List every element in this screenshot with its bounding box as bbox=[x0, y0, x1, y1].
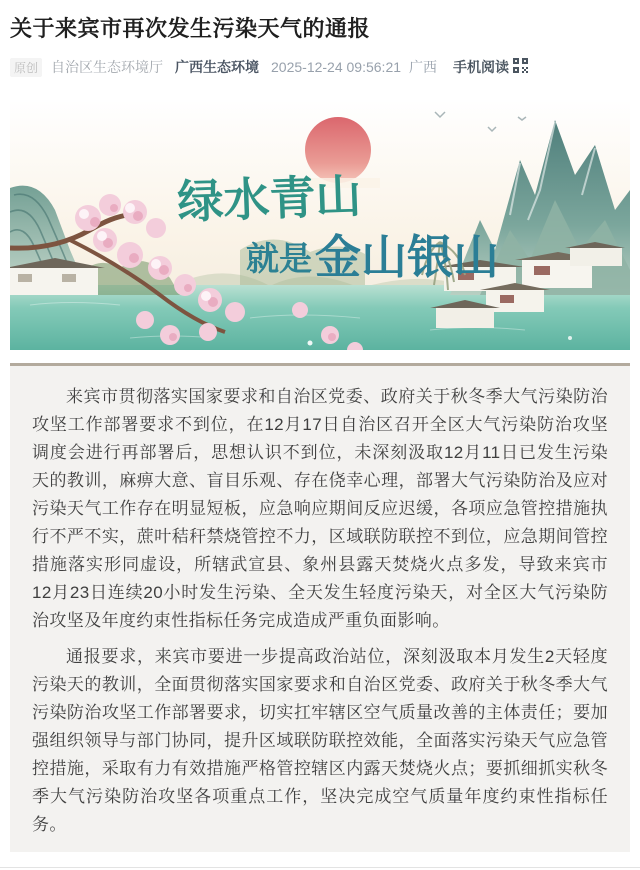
slogan-line1: 绿水青山 bbox=[176, 168, 363, 229]
author-name[interactable]: 自治区生态环境厅 bbox=[51, 59, 164, 75]
publish-timestamp: 2025-12-24 09:56:21 bbox=[271, 59, 402, 75]
banner-illustration bbox=[10, 100, 630, 350]
article-paragraph-1: 来宾市贯彻落实国家要求和自治区党委、政府关于秋冬季大气污染防治攻坚工作部署要求不到位，在12月17日自治区召开全区大气污染防治攻坚调度会进行再部署后，思想认识不到位，未深刻汲取12月11日已发生污染天的教训，麻痹大意、盲目乐观、存在侥幸心理，部署大气污染防治及应对污染天气工作存在明显短板，应急响应期间反应迟缓，各项应急管控措施执行不严不实，蔗叶秸秆禁烧管控不力，区域联防联控不到位，应急期间管控措施落实形同虚设，所辖武宣县、象州县露天焚烧火点多发，导致来宾市12月23日连续20小时发生污染、全天发生轻度污染天，对全区大气污染防治攻坚及年度约束性指标任务完成造成严重负面影响。 bbox=[32, 387, 608, 630]
page-title: 关于来宾市再次发生污染天气的通报 bbox=[10, 16, 371, 41]
qr-code-icon[interactable] bbox=[513, 58, 528, 76]
article-page bbox=[0, 14, 640, 852]
source-name[interactable]: 广西生态环境 bbox=[175, 59, 260, 75]
slogan-line2-main: 金山银山 bbox=[315, 230, 499, 284]
article-paragraph-2: 通报要求，来宾市要进一步提高政治站位，深刻汲取本月发生2天轻度污染天的教训，全面贯彻落实国家要求和自治区党委、政府关于秋冬季大气污染防治攻坚工作部署要求，切实扛牢辖区空气质量改善的主体责任；要加强组织领导与部门协同，提升区域联防联控效能，全面落实污染天气应急管控措施，采取有力有效措施严格管控辖区内露天焚烧火点；要抓细抓实秋冬季大气污染防治攻坚各项重点工作，坚决完成空气质量年度约束性指标任务。 bbox=[32, 647, 608, 834]
slogan-line2-prefix: 就是 bbox=[246, 239, 312, 278]
article-body-card bbox=[10, 363, 630, 852]
article-meta-row bbox=[10, 57, 630, 77]
original-badge: 原创 bbox=[10, 58, 42, 77]
publish-location: 广西 bbox=[409, 59, 438, 75]
page-bottom-divider bbox=[0, 867, 640, 868]
mobile-read-label: 手机阅读 bbox=[453, 59, 510, 75]
mobile-read-button[interactable] bbox=[453, 57, 528, 77]
